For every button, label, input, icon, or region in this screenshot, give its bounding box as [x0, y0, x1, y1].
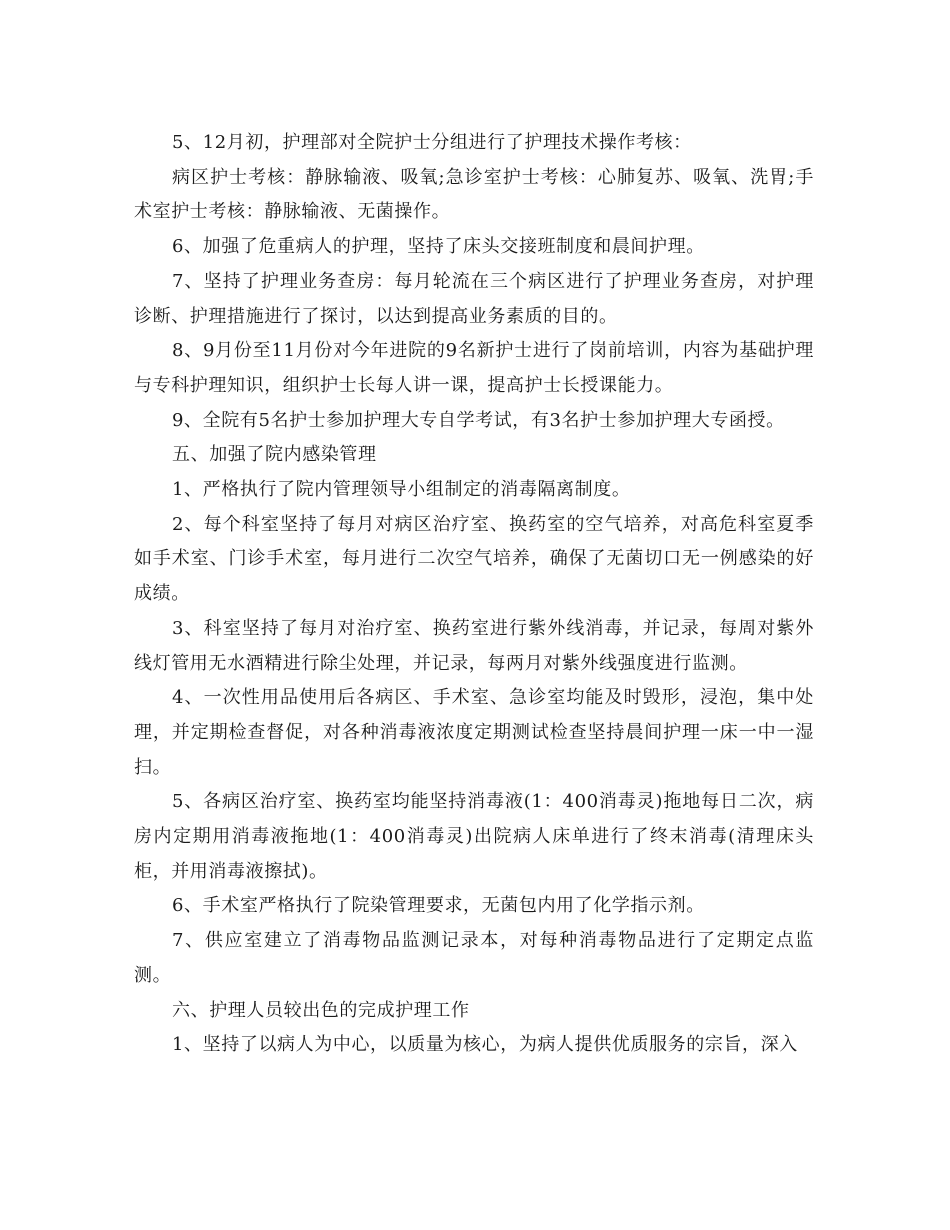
paragraph: 8、9月份至11月份对今年进院的9名新护士进行了岗前培训，内容为基础护理与专科护理知识，组织护士长每人讲一课，提高护士长授课能力。 — [134, 340, 814, 396]
paragraph: 3、科室坚持了每月对治疗室、换药室进行紫外线消毒，并记录，每周对紫外线灯管用无水酒精进行除尘处理，并记录，每两月对紫外线强度进行监测。 — [134, 617, 814, 674]
paragraph: 6、加强了危重病人的护理，坚持了床头交接班制度和晨间护理。 — [172, 236, 705, 258]
section-heading: 五、加强了院内感染管理 — [172, 444, 377, 466]
paragraph: 6、手术室严格执行了院染管理要求，无菌包内用了化学指示剂。 — [172, 895, 705, 917]
paragraph: 7、供应室建立了消毒物品监测记录本，对每种消毒物品进行了定期定点监测。 — [134, 930, 814, 986]
paragraph: 5、12月初，护理部对全院护士分组进行了护理技术操作考核： — [172, 132, 692, 153]
paragraph: 2、每个科室坚持了每月对病区治疗室、换药室的空气培养，对高危科室夏季如手术室、门诊手术室，每月进行二次空气培养，确保了无菌切口无一例感染的好成绩。 — [134, 513, 814, 605]
paragraph: 5、各病区治疗室、换药室均能坚持消毒液(1：400消毒灵)拖地每日二次，病房内定期用消毒液拖地(1：400消毒灵)出院病人床单进行了终末消毒(清理床头柜，并用消毒液擦拭)。 — [134, 791, 814, 882]
document-body — [134, 126, 814, 1063]
section-heading: 六、护理人员较出色的完成护理工作 — [172, 999, 470, 1021]
paragraph: 7、坚持了护理业务查房：每月轮流在三个病区进行了护理业务查房，对护理诊断、护理措施进行了探讨，以达到提高业务素质的目的。 — [134, 270, 814, 327]
paragraph: 4、一次性用品使用后各病区、手术室、急诊室均能及时毁形，浸泡，集中处理，并定期检查督促，对各种消毒液浓度定期测试检查坚持晨间护理一床一中一湿扫。 — [134, 687, 814, 778]
paragraph: 1、严格执行了院内管理领导小组制定的消毒隔离制度。 — [172, 479, 631, 501]
paragraph: 1、坚持了以病人为中心，以质量为核心，为病人提供优质服务的宗旨，深入 — [172, 1034, 798, 1056]
paragraph: 9、全院有5名护士参加护理大专自学考试，有3名护士参加护理大专函授。 — [172, 409, 785, 431]
paragraph: 病区护士考核：静脉输液、吸氧;急诊室护士考核：心肺复苏、吸氧、洗胃;手术室护士考核：静脉输液、无菌操作。 — [134, 166, 814, 223]
